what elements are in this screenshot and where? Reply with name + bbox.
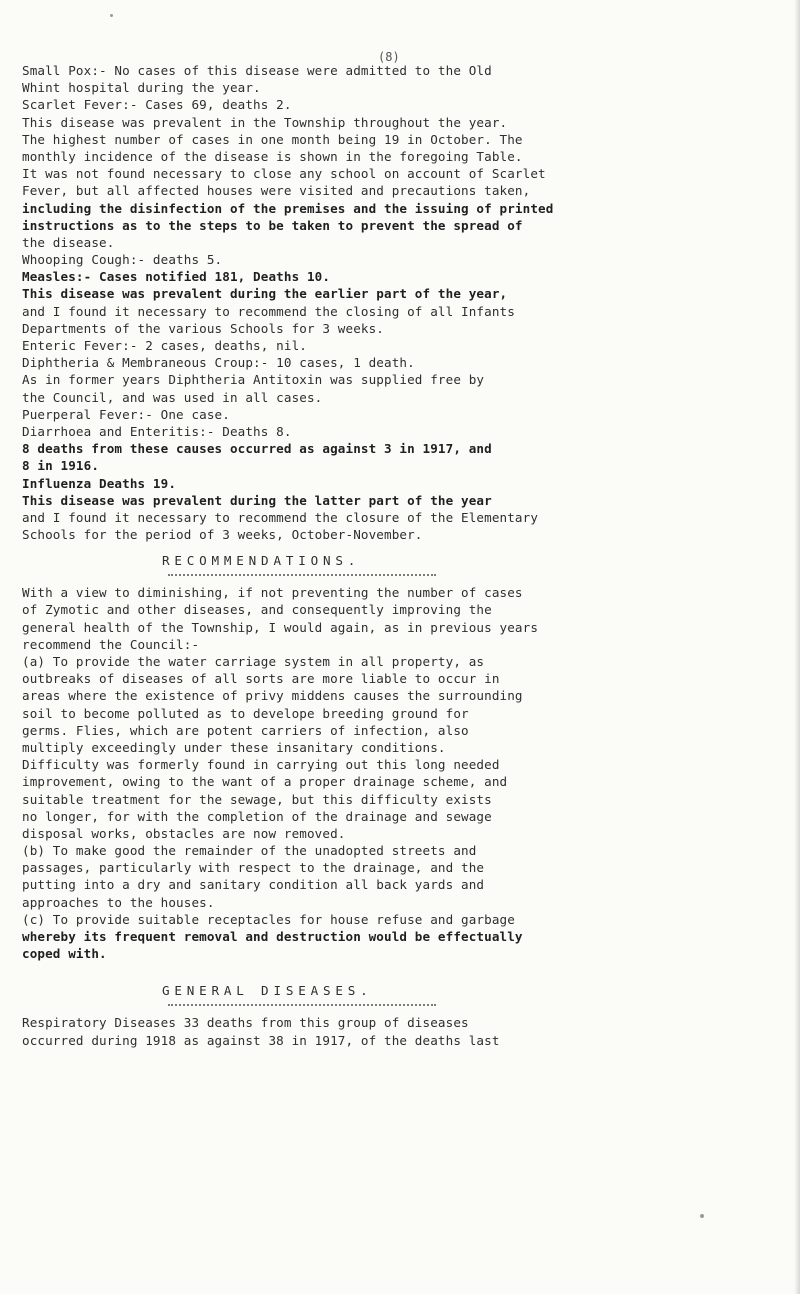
text-line: (c) To provide suitable receptacles for house refuse and garbage [22, 911, 515, 927]
text-line: monthly incidence of the disease is shown in the foregoing Table. [22, 148, 523, 164]
text-line: This disease was prevalent during the latter part of the year [22, 492, 492, 508]
page-number: (8) [378, 50, 400, 64]
text-line: disposal works, obstacles are now removed. [22, 825, 346, 841]
text-line: soil to become polluted as to develope breeding ground for [22, 705, 469, 721]
text-line: general health of the Township, I would again, as in previous years [22, 619, 539, 635]
text-line: This disease was prevalent in the Township throughout the year. [22, 114, 508, 130]
text-line: Departments of the various Schools for 3 weeks. [22, 320, 384, 336]
text-line: and I found it necessary to recommend the closing of all Infants [22, 303, 515, 319]
text-line: and I found it necessary to recommend the closure of the Elementary [22, 509, 539, 525]
report-body [22, 62, 792, 1049]
text-line: As in former years Diphtheria Antitoxin was supplied free by [22, 372, 485, 388]
section-recommendations [22, 584, 792, 962]
text-line: no longer, for with the completion of the drainage and sewage [22, 808, 492, 824]
text-line: Fever, but all affected houses were visited and precautions taken, [22, 183, 531, 199]
text-line: Diphtheria & Membraneous Croup:- 10 cases, 1 death. [22, 355, 415, 371]
text-line: The highest number of cases in one month being 19 in October. The [22, 131, 523, 147]
text-line: of Zymotic and other diseases, and consequently improving the [22, 602, 492, 618]
text-line: With a view to diminishing, if not preventing the number of cases [22, 585, 523, 601]
text-line: Scarlet Fever:- Cases 69, deaths 2. [22, 97, 292, 113]
text-line: whereby its frequent removal and destruction would be effectually [22, 929, 523, 944]
text-line: Enteric Fever:- 2 cases, deaths, nil. [22, 338, 307, 353]
text-line: passages, particularly with respect to the drainage, and the [22, 860, 485, 876]
text-line: including the disinfection of the premises and the issuing of printed [22, 200, 554, 216]
text-line: (b) To make good the remainder of the unadopted streets and [22, 843, 477, 859]
text-line: improvement, owing to the want of a proper drainage scheme, and [22, 774, 508, 790]
text-line: Puerperal Fever:- One case. [22, 406, 230, 422]
paper-speck [700, 1214, 704, 1218]
text-line: multiply exceedingly under these insanitary conditions. [22, 739, 446, 755]
text-line: Small Pox:- No cases of this disease were admitted to the Old [22, 63, 492, 78]
text-line: (a) To provide the water carriage system in all property, as [22, 654, 485, 669]
text-line: instructions as to the steps to be taken to prevent the spread of [22, 217, 523, 233]
text-line: occurred during 1918 as against 38 in 1917, of the deaths last [22, 1032, 500, 1048]
text-line: Diarrhoea and Enteritis:- Deaths 8. [22, 423, 292, 439]
text-line: suitable treatment for the sewage, but this difficulty exists [22, 791, 492, 807]
text-line: It was not found necessary to close any school on account of Scarlet [22, 166, 546, 182]
spacer [22, 962, 792, 979]
text-line: 8 deaths from these causes occurred as against 3 in 1917, and [22, 441, 492, 457]
section-diseases [22, 62, 792, 543]
text-line: Difficulty was formerly found in carrying out this long needed [22, 757, 500, 773]
text-line: areas where the existence of privy middens causes the surrounding [22, 688, 523, 704]
text-line: the disease. [22, 234, 115, 250]
dotted-rule [168, 574, 436, 584]
text-line: germs. Flies, which are potent carriers of infection, also [22, 722, 469, 738]
text-line: Influenza Deaths 19. [22, 475, 177, 491]
text-line: putting into a dry and sanitary condition all back yards and [22, 877, 485, 893]
text-line: Whint hospital during the year. [22, 80, 261, 96]
text-line: outbreaks of diseases of all sorts are more liable to occur in [22, 671, 500, 687]
text-line: recommend the Council:- [22, 636, 200, 652]
section-general-diseases [22, 1014, 792, 1048]
recommendations-heading: RECOMMENDATIONS. [162, 553, 361, 569]
text-line: This disease was prevalent during the earlier part of the year, [22, 286, 508, 302]
text-line: Measles:- Cases notified 181, Deaths 10. [22, 269, 331, 285]
dotted-rule [168, 1004, 436, 1014]
text-line: the Council, and was used in all cases. [22, 389, 323, 405]
text-line: 8 in 1916. [22, 458, 100, 474]
general-diseases-heading: GENERAL DISEASES. [162, 983, 373, 999]
paper-speck [110, 14, 113, 17]
text-line: Schools for the period of 3 weeks, October-November. [22, 527, 423, 543]
text-line: coped with. [22, 946, 107, 962]
text-line: approaches to the houses. [22, 894, 215, 910]
text-line: Whooping Cough:- deaths 5. [22, 252, 223, 268]
text-line: Respiratory Diseases 33 deaths from this group of diseases [22, 1015, 469, 1031]
